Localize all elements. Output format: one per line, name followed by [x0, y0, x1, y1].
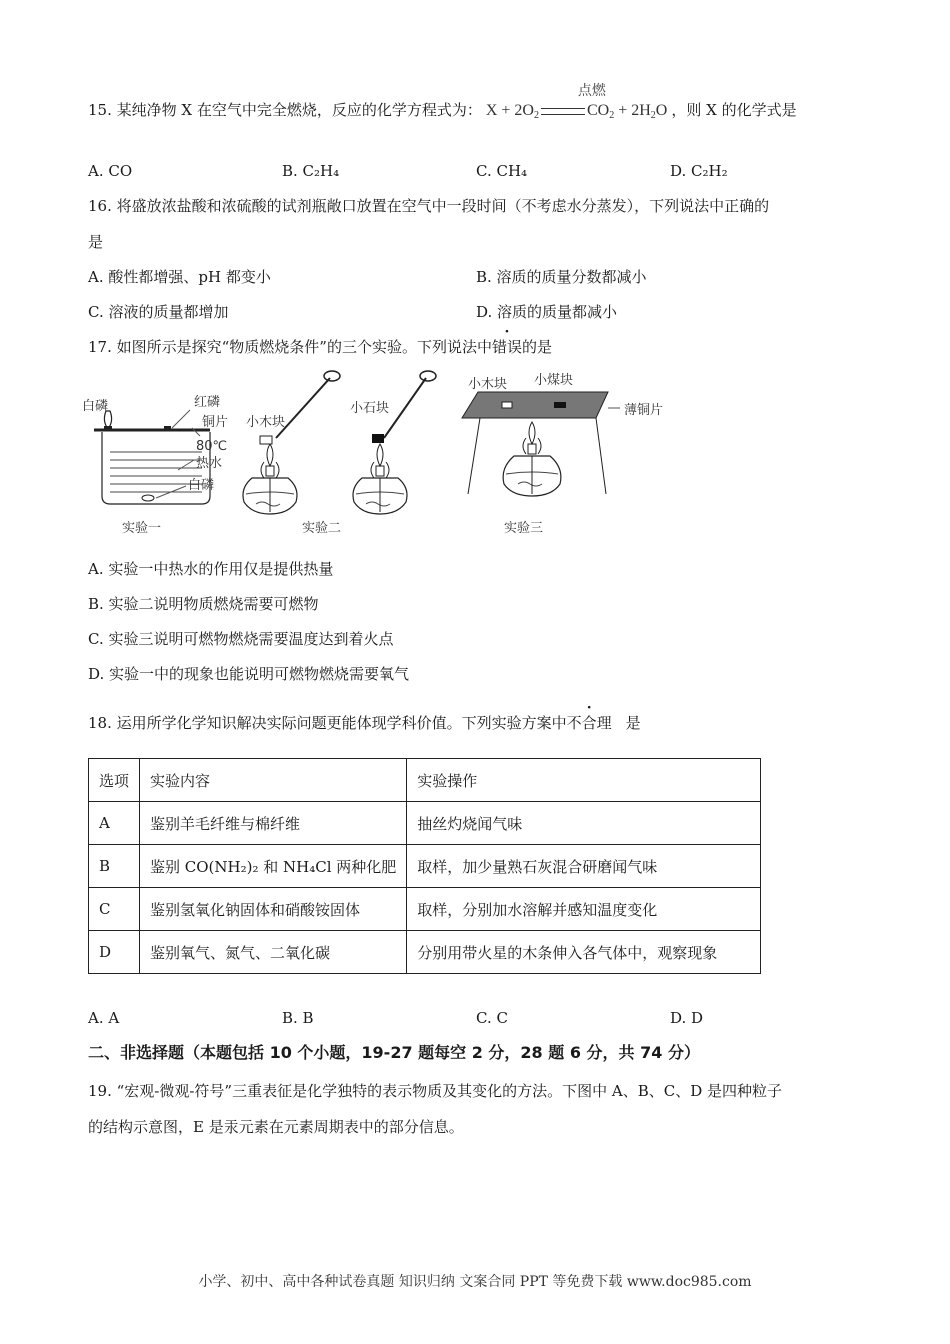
- q18-stem: [88, 713, 641, 733]
- label-small-wood-block: 小木块: [246, 415, 286, 430]
- table-row: [89, 802, 761, 845]
- label-small-coal-block: 小煤块: [534, 373, 574, 388]
- q19-line1: 19. “宏观-微观-符号”三重表征是化学独特的表示物质及其变化的方法。下图中 A、B、C、D 是四种粒子: [88, 1082, 782, 1100]
- table-header-cell: 实验内容: [140, 759, 407, 802]
- table-cell: B: [89, 845, 140, 888]
- q17-figure: [80, 366, 700, 544]
- eq-right-a: CO: [586, 102, 610, 119]
- eq-condition: 点燃: [577, 83, 606, 99]
- q18-stem-suffix: 是: [625, 714, 641, 732]
- label-temperature: 80℃: [196, 439, 228, 454]
- eq-right-b: + 2H: [614, 102, 651, 119]
- table-header-row: [89, 759, 761, 802]
- table-cell: 取样，分别加水溶解并感知温度变化: [407, 888, 761, 931]
- table-cell: 分别用带火星的木条伸入各气体中，观察现象: [407, 931, 761, 974]
- q15-option-c: C. CH₄: [476, 162, 528, 180]
- label-small-wood-block-3: 小木块: [468, 377, 508, 392]
- label-small-stone: 小石块: [350, 401, 390, 416]
- eq-right-c: O: [655, 102, 668, 119]
- alcohol-lamp-right: [350, 371, 436, 514]
- table-row: [89, 931, 761, 974]
- label-hot-water: 热水: [196, 456, 223, 471]
- q18-option-c: C. C: [476, 1009, 508, 1027]
- eq-left: X + 2O: [485, 102, 534, 119]
- q17-option-d: D. 实验一中的现象也能说明可燃物燃烧需要氧气: [88, 665, 410, 683]
- label-red-phosphorus: 红磷: [194, 395, 221, 410]
- table-cell: 鉴别 CO(NH₂)₂ 和 NH₄Cl 两种化肥: [140, 845, 407, 888]
- q18-option-d: D. D: [670, 1009, 704, 1027]
- q16-option-a: A. 酸性都增强、pH 都变小: [88, 268, 271, 286]
- caption-experiment-3: 实验三: [504, 521, 544, 536]
- q17-stem-text: 17. 如图所示是探究“物质燃烧条件”的三个实验。下列说法中: [88, 338, 492, 356]
- q15-equation: $X + 2O_2$ 点燃 $CO_2 + 2H_2O$: [485, 83, 668, 121]
- q17-option-b: B. 实验二说明物质燃烧需要可燃物: [88, 595, 319, 613]
- q19-line2: 的结构示意图，E 是汞元素在元素周期表中的部分信息。: [88, 1118, 464, 1136]
- q17-stem: [88, 337, 552, 357]
- q15-stem-text: 15. 某纯净物 X 在空气中完全燃烧，反应的化学方程式为：: [88, 101, 482, 119]
- caption-experiment-1: 实验一: [122, 521, 162, 536]
- label-thin-copper-sheet: 薄铜片: [624, 403, 664, 418]
- section-heading: 二、非选择题（本题包括 10 个小题，19-27 题每空 2 分，28 题 6 分，共 74 分）: [88, 1043, 700, 1062]
- q18-emphasis: 不合理: [566, 714, 612, 732]
- caption-experiment-2: 实验二: [302, 521, 342, 536]
- q15-option-b: B. C₂H₄: [282, 162, 340, 180]
- table-row: [89, 845, 761, 888]
- q16-option-b: B. 溶质的质量分数都减小: [476, 268, 647, 286]
- table-cell: 鉴别羊毛纤维与棉纤维: [140, 802, 407, 845]
- q15-stem: [88, 83, 797, 121]
- experiment-1: [82, 394, 228, 536]
- q15-stem-suffix: ，则 X 的化学式是: [671, 101, 797, 119]
- q17-option-a: A. 实验一中热水的作用仅是提供热量: [88, 560, 334, 578]
- table-cell: 鉴别氧气、氮气、二氧化碳: [140, 931, 407, 974]
- table-row: [89, 888, 761, 931]
- q15-option-d: D. C₂H₂: [670, 162, 728, 180]
- table-cell: C: [89, 888, 140, 931]
- label-white-phosphorus-bottom: 白磷: [188, 478, 215, 493]
- table-cell: A: [89, 802, 140, 845]
- eq-bar: [541, 108, 585, 115]
- table-header-cell: 选项: [89, 759, 140, 802]
- experiment-2: [243, 371, 436, 536]
- experiment-3: [462, 372, 663, 536]
- table-cell: 鉴别氢氧化钠固体和硝酸铵固体: [140, 888, 407, 931]
- q16-option-d: D. 溶质的质量都减小: [476, 303, 618, 321]
- page-footer: 小学、初中、高中各种试卷真题 知识归纳 文案合同 PPT 等免费下载 www.doc985.com: [198, 1274, 752, 1290]
- q18-option-b: B. B: [282, 1009, 314, 1027]
- q17-stem-suffix: 的是: [521, 338, 552, 356]
- q17-option-c: C. 实验三说明可燃物燃烧需要温度达到着火点: [88, 630, 394, 648]
- table-cell: D: [89, 931, 140, 974]
- table-cell: 取样，加少量熟石灰混合研磨闻气味: [407, 845, 761, 888]
- q18-table: [88, 758, 761, 974]
- q16-option-c: C. 溶液的质量都增加: [88, 303, 229, 321]
- table-cell: 抽丝灼烧闻气味: [407, 802, 761, 845]
- q16-stem-line2: 是: [88, 233, 104, 251]
- alcohol-lamp-left: [243, 371, 340, 514]
- q15-option-a: A. CO: [88, 162, 133, 180]
- q17-emphasis: 错误: [491, 338, 522, 356]
- q18-option-a: A. A: [88, 1009, 120, 1027]
- label-copper-sheet: 铜片: [202, 415, 229, 430]
- q18-stem-text: 18. 运用所学化学知识解决实际问题更能体现学科价值。下列实验方案中: [88, 714, 567, 732]
- q16-stem-line1: 16. 将盛放浓盐酸和浓硫酸的试剂瓶敞口放置在空气中一段时间（不考虑水分蒸发），下列说法中正确的: [88, 197, 770, 215]
- label-white-phosphorus-top: 白磷: [82, 399, 109, 414]
- table-header-cell: 实验操作: [407, 759, 761, 802]
